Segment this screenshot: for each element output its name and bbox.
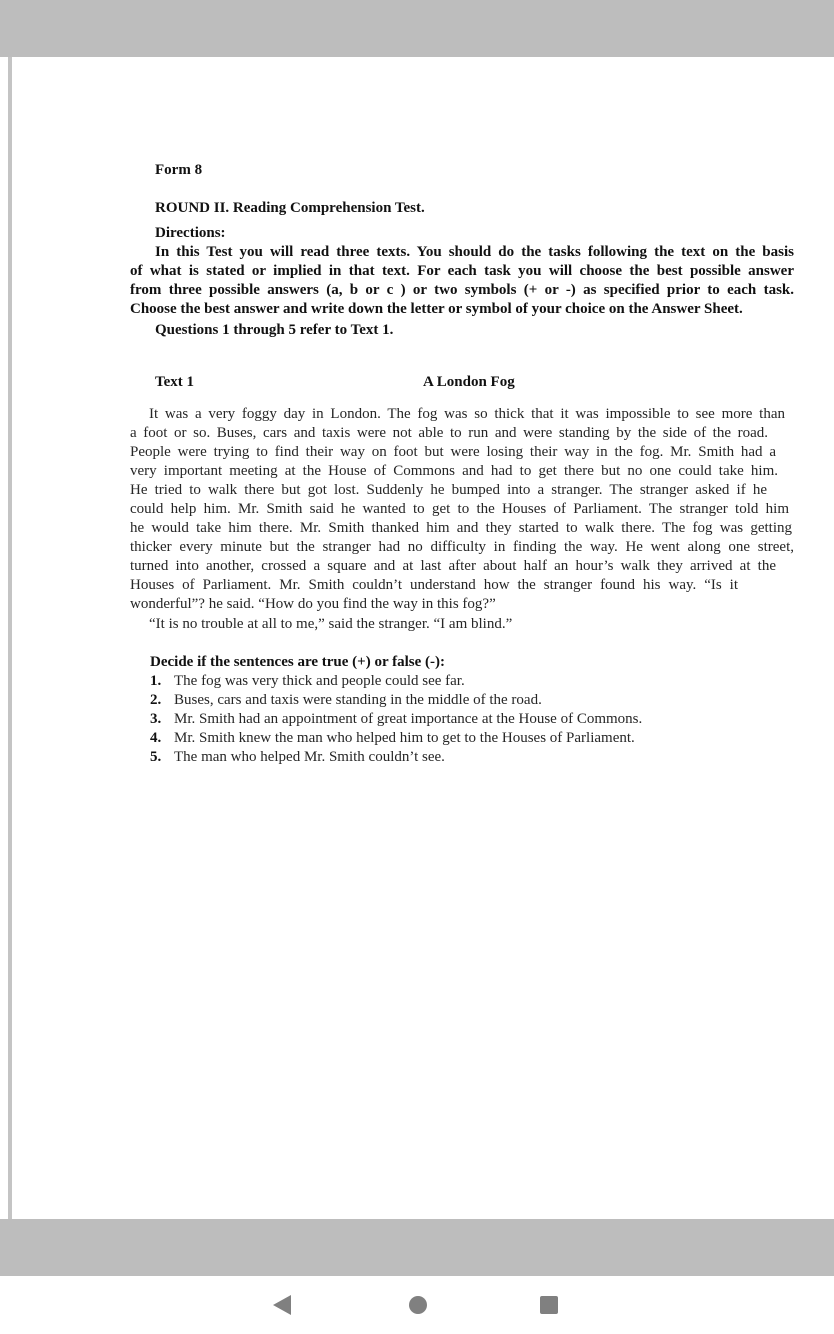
passage-line: He tried to walk there but got lost. Suddenly he bumped into a stranger. The stranger asked if he xyxy=(130,482,767,498)
directions-line: Choose the best answer and write down the letter or symbol of your choice on the Answer Sheet. xyxy=(130,301,743,317)
text-label: Text 1 xyxy=(155,374,195,390)
text-title: A London Fog xyxy=(423,374,515,390)
question-number: 2. xyxy=(150,692,162,708)
question-number: 1. xyxy=(150,673,162,689)
passage-line: People were trying to find their way on foot but were losing their way in the fog. Mr. Smith had a xyxy=(130,444,776,460)
question-number: 5. xyxy=(150,749,162,765)
question-text: Buses, cars and taxis were standing in the middle of the road. xyxy=(174,692,542,708)
question-item xyxy=(150,710,642,729)
task-heading: Decide if the sentences are true (+) or false (-): xyxy=(150,654,445,670)
question-number: 4. xyxy=(150,730,162,746)
question-item xyxy=(150,729,635,748)
passage-line: very important meeting at the House of Commons and had to get there but no one could take him. xyxy=(130,463,778,479)
passage-line: turned into another, crossed a square and at last after about half an hour’s walk they arrived at the xyxy=(130,558,776,574)
home-button[interactable] xyxy=(388,1276,448,1334)
question-text: The man who helped Mr. Smith couldn’t see. xyxy=(174,749,445,765)
question-text: The fog was very thick and people could see far. xyxy=(174,673,465,689)
directions-line: from three possible answers (a, b or c ) or two symbols (+ or -) as specified prior to each task. xyxy=(130,282,794,298)
question-item xyxy=(150,748,445,767)
passage-line: a foot or so. Buses, cars and taxis were not able to run and were standing by the side of the road. xyxy=(130,425,768,441)
passage-line: wonderful”? he said. “How do you find the way in this fog?” xyxy=(130,596,496,612)
questions-reference: Questions 1 through 5 refer to Text 1. xyxy=(155,322,394,338)
passage-line: “It is no trouble at all to me,” said the stranger. “I am blind.” xyxy=(149,616,513,632)
home-circle-icon xyxy=(408,1295,428,1315)
viewer-top-bar xyxy=(0,0,834,57)
viewer-bottom-bar xyxy=(0,1219,834,1276)
recents-square-icon xyxy=(539,1295,559,1315)
round-title: ROUND II. Reading Comprehension Test. xyxy=(155,200,425,216)
directions-line: In this Test you will read three texts. You should do the tasks following the text on the basis xyxy=(155,244,794,260)
passage-line: Houses of Parliament. Mr. Smith couldn’t understand how the stranger found his way. “Is it xyxy=(130,577,738,593)
directions-line: of what is stated or implied in that text. For each task you will choose the best possible answer xyxy=(130,263,794,279)
back-button[interactable] xyxy=(252,1276,312,1334)
form-label: Form 8 xyxy=(155,162,203,178)
passage-line: thicker every minute but the stranger had no difficulty in finding the way. He went along one street, xyxy=(130,539,794,555)
question-item xyxy=(150,691,542,710)
question-text: Mr. Smith knew the man who helped him to get to the Houses of Parliament. xyxy=(174,730,635,746)
document-page xyxy=(12,57,834,1219)
back-triangle-icon xyxy=(272,1294,292,1316)
passage-line: could help him. Mr. Smith said he wanted to get to the Houses of Parliament. The stranger told him xyxy=(130,501,789,517)
question-item xyxy=(150,672,465,691)
question-number: 3. xyxy=(150,711,162,727)
recents-button[interactable] xyxy=(519,1276,579,1334)
system-nav-bar xyxy=(0,1276,834,1334)
directions-label: Directions: xyxy=(155,225,226,241)
question-text: Mr. Smith had an appointment of great importance at the House of Commons. xyxy=(174,711,643,727)
passage-line: It was a very foggy day in London. The fog was so thick that it was impossible to see more than xyxy=(149,406,785,422)
passage-line: he would take him there. Mr. Smith thanked him and they started to walk there. The fog was getting xyxy=(130,520,792,536)
